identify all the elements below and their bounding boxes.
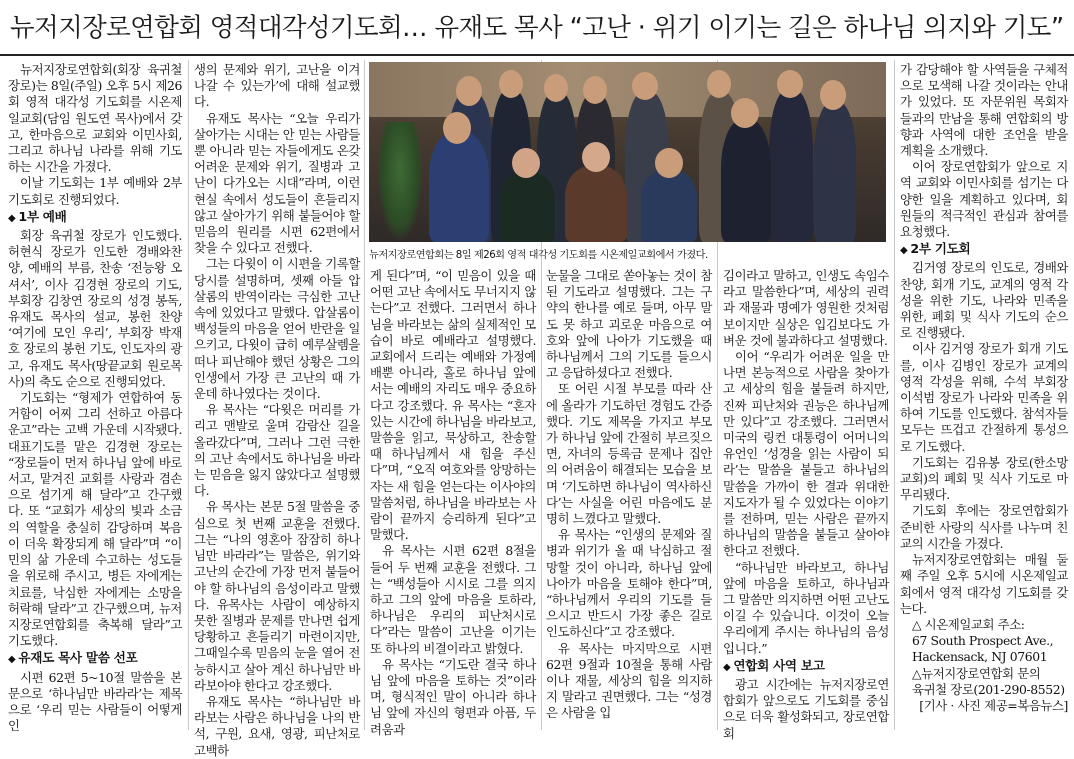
- column-3: [370, 268, 536, 737]
- paragraph: 광고 시간에는 뉴저지장로연합회가 앞으로도 기도회를 중심으로 더욱 활성화되고, 장로연합회: [723, 677, 889, 741]
- person-head: [583, 76, 607, 104]
- paragraph: 유재도 목사는 “하나님만 바라보는 사람은 하나님을 나의 반석, 구원, 요새, 영광, 피난처로 고백하: [194, 693, 360, 758]
- person-figure: [769, 90, 813, 242]
- paragraph: 이어 “우리가 어려운 일을 만나면 본능적으로 사람을 찾아가고 세상의 힘을 붙들려 하지만, 진짜 피난처와 권능은 하나님께만 있다”고 강조했다. 그러면서 미국의 링컨 대통령이 어머니의 유언인 ‘성경을 읽는 사람이 되라’는 말씀을 붙들고 하나님의 말씀을 가까이 한 결과 위대한 지도자가 될 수 있었다는 이야기를 전하며, 믿는 사람은 끝까지 하나님의 말씀을 붙들고 살아야 한다고 전했다.: [723, 349, 889, 559]
- group-photo: [369, 62, 886, 242]
- person-figure: [641, 170, 697, 242]
- paragraph: 기도회는 김유봉 장로(한소망교회)의 폐회 및 식사 기도로 마무리됐다.: [900, 454, 1068, 503]
- person-figure: [814, 102, 856, 242]
- paragraph: 유 목사는 본문 5절 말씀을 중심으로 첫 번째 교훈을 전했다. 그는 “나의 영혼아 잠잠히 하나님만 바라라”는 말씀은, 위기와 고난의 순간에 가장 먼저 붙들어야 할 하나님의 음성이라고 말했다. 유목사는 사람이 예상하지 못한 질병과 문제를 만나면 쉽게 당황하고 흔들리기 마련이지만, 그때일수록 믿음의 눈을 열어 전능하시고 살아 계신 하나님만 바라보아야 한다고 강조했다.: [194, 499, 360, 693]
- diamond-icon: ◆: [8, 654, 16, 666]
- photo-plant: [377, 122, 423, 242]
- paragraph: 게 된다”며, “이 믿음이 있을 때 어떤 고난 속에서도 무너지지 않는다”고 전했다. 그러면서 하나님을 바라보는 삶의 실제적인 모습이 바로 예배라고 설명했다. 교회에서 드리는 예배와 가정예배뿐 아니라, 홀로 하나님 앞에 서는 예배의 자리도 매우 중요하다고 강조했다. 유 목사는 “혼자 있는 시간에 하나님을 바라보고, 말씀을 읽고, 묵상하고, 찬송할 때 하나님께서 새 힘을 주신다”며, “오직 여호와를 앙망하는 자는 새 힘을 얻는다는 이사야의 말씀처럼, 하나님을 바라보는 사람이 끝까지 승리하게 된다”고 말했다.: [370, 268, 536, 543]
- column-1: [8, 62, 182, 732]
- paragraph: “하나님만 바라보고, 하나님 앞에 마음을 토하고, 하나님과 그 말씀만 의지하면 어떤 고난도 이길 수 있습니다. 이것이 오늘 우리에게 주시는 하나님의 음성입니다.”: [723, 559, 889, 656]
- paragraph: 눈물을 그대로 쏟아놓는 것이 참된 기도라고 설명했다. 그는 구약의 한나를 예로 들며, 아무 말도 못 하고 괴로운 마음으로 여호와 앞에 나아가 기도했을 때 하나님께서 그의 기도를 들으시고 응답하셨다고 전했다.: [546, 268, 712, 381]
- photo-caption: 뉴저지장로연합회는 8일 제26회 영적 대각성 기도회를 시온제일교회에서 가졌다.: [369, 250, 708, 261]
- diamond-icon: ◆: [723, 661, 731, 673]
- column-2: [194, 62, 360, 758]
- contact-line: △뉴저지장로연합회 문의: [912, 665, 1041, 681]
- person-head: [655, 148, 683, 178]
- paragraph: 유 목사는 시편 62편 8절을 들어 두 번째 교훈을 전했다. 그는 “백성들아 시시로 그를 의지하고 그의 앞에 마음을 토하라, 하나님은 우리의 피난처시로다”라는 말씀이 고난을 이기는 또 하나의 비결이라고 밝혔다.: [370, 543, 536, 656]
- headline: 뉴저지장로연합회 영적대각성기도회… 유재도 목사 “고난 · 위기 이기는 길은 하나님 의지와 기도”: [10, 13, 1064, 43]
- person-head: [632, 72, 658, 100]
- article-credit: [기사 · 사진 제공=복음뉴스]: [919, 697, 1068, 713]
- paragraph: 유재도 목사는 “오늘 우리가 살아가는 시대는 안 믿는 사람들뿐 아니라 믿는 자들에게도 온갖 어려운 문제와 위기, 질병과 고난이 다가오는 시대”라며, 이런 현실 속에서 성도들이 흔들리지 않고 살아가기 위해 붙들어야 할 믿음의 원리를 시편 62편에서 찾을 수 있다고 전했다.: [194, 110, 360, 256]
- person-head: [512, 148, 540, 178]
- paragraph: 이사 김거영 장로가 회개 기도를, 이사 김병인 장로가 교계의 영적 각성을 위해, 수석 부회장 이석범 장로가 나라와 민족을 위하여 기도를 인도했다. 참석자들 모두는 뜨겁고 간절하게 통성으로 기도했다.: [900, 341, 1068, 454]
- photo-background-wall: [369, 62, 886, 117]
- paragraph: 기도회는 “형제가 연합하여 동거함이 어찌 그리 선하고 아름다운고”라는 고백 가운데 시작됐다. 대표기도를 맡은 김경현 장로는 “장로들이 먼저 하나님 앞에 바로 서고, 맡겨진 교회를 사랑과 겸손으로 섬기게 해 달라”고 간구했다. 또 “교회가 세상의 빛과 소금의 역할을 충실히 감당하며 복음이 더욱 확장되게 해 달라”며 “이민의 삶 가운데 수고하는 성도들을 위로해 주시고, 병든 자에게는 치료를, 낙심한 자에게는 소망을 허락해 달라”고 간구했으며, 뉴저지장로연합회를 축복해 달라”고 기도했다.: [8, 390, 182, 649]
- paragraph: 생의 문제와 위기, 고난을 이겨 나갈 수 있는가’에 대해 설교했다.: [194, 62, 360, 110]
- paragraph: 그는 다윗이 이 시편을 기록할 당시를 설명하며, 셋째 아들 압살롬의 반역이라는 극심한 고난 속에 있었다고 말했다. 압살롬이 백성들의 마음을 얻어 반란을 일으키고, 다윗이 급히 예루살렘을 떠나 피난해야 했던 상황은 그의 인생에서 가장 큰 고난의 때 가운데 하나였다는 것이다.: [194, 256, 360, 402]
- address-line: Hackensack, NJ 07601: [912, 649, 1048, 665]
- paragraph: 유 목사는 “다윗은 머리를 가리고 맨발로 울며 감람산 길을 올라갔다”며, 그러나 그런 극한의 고난 속에서도 하나님을 바라는 믿음을 잃지 않았다고 설명했다.: [194, 402, 360, 499]
- paragraph: 또 어린 시절 부모를 따라 산에 올라가 기도하던 경험도 간증했다. 기도 제목을 가지고 부모가 하나님 앞에 간절히 부르짖으면, 자녀의 등록금 문제나 집안의 어려움이 해결되는 모습을 보며 ‘기도하면 하나님이 역사하신다’는 사실을 어린 마음에도 분명히 느꼈다고 말했다.: [546, 381, 712, 527]
- column-divider: [188, 60, 189, 730]
- person-head: [707, 70, 731, 98]
- section-heading: ◆ 1부 예배: [8, 208, 67, 224]
- person-head: [731, 98, 759, 128]
- person-head: [544, 74, 568, 102]
- section-heading: ◆ 연합회 사역 보고: [723, 657, 825, 673]
- contact-line: 육귀철 장로(201-290-8552): [912, 681, 1065, 697]
- column-divider: [364, 60, 365, 730]
- paragraph: 이어 장로연합회가 앞으로 지역 교회와 이민사회를 섬기는 다양한 일을 계획하고 있다며, 회원들의 적극적인 관심과 참여를 요청했다.: [900, 159, 1068, 240]
- person-head: [820, 80, 846, 110]
- paragraph: 유 목사는 “기도란 결국 하나님 앞에 마음을 토하는 것”이라며, 형식적인 말이 아니라 하나님 앞에 자신의 형편과 아픔, 두려움과: [370, 656, 536, 737]
- column-6: [900, 62, 1068, 732]
- paragraph: 뉴저지장로연합회는 매월 둘째 주일 오후 5시에 시온제일교회에서 영적 대각성 기도회를 갖는다.: [900, 552, 1068, 616]
- diamond-icon: ◆: [8, 212, 16, 224]
- diamond-icon: ◆: [900, 245, 908, 257]
- paragraph: 뉴저지장로연합회(회장 육귀철 장로)는 8일(주일) 오후 5시 제26회 영적 대각성 기도회를 시온제일교회(담임 원도연 목사)에서 갖고, 한마음으로 교회와 이민사회, 그리고 하나님 나라를 위해 기도하는 시간을 가졌다.: [8, 62, 182, 175]
- column-4: [546, 268, 712, 732]
- paragraph: 김거영 장로의 인도로, 경배와 찬양, 회개 기도, 교계의 영적 각성을 위한 기도, 나라와 민족을 위한, 폐회 및 식사 기도의 순으로 진행됐다.: [900, 260, 1068, 341]
- person-figure: [721, 120, 771, 242]
- paragraph: 유 목사는 마지막으로 시편 62편 9절과 10절을 통해 사람이나 재물, 세상의 힘을 의지하지 말라고 권면했다. 그는 “성경은 사람을 입: [546, 640, 712, 721]
- column-divider: [894, 60, 895, 730]
- person-head: [443, 112, 471, 144]
- person-head: [777, 70, 803, 98]
- person-head: [499, 70, 523, 98]
- paragraph: 유 목사는 “인생의 문제와 질병과 위기가 올 때 낙심하고 절망할 것이 아니라, 하나님 앞에 나아가 마음을 토해야 한다”며, “하나님께서 우리의 기도를 들으시고 반드시 가장 좋은 길로 인도하신다”고 강조했다.: [546, 527, 712, 640]
- headline-rule: [0, 54, 1074, 56]
- paragraph: 기도회 후에는 장로연합회가 준비한 사랑의 식사를 나누며 친교의 시간을 가졌다.: [900, 503, 1068, 551]
- person-figure: [499, 172, 555, 242]
- person-head: [456, 76, 482, 106]
- person-head: [582, 142, 610, 172]
- address-line: 67 South Prospect Ave.,: [912, 633, 1054, 649]
- address-line: △ 시온제일교회 주소:: [912, 616, 1025, 632]
- column-5: [723, 268, 889, 741]
- paragraph: 이날 기도회는 1부 예배와 2부 기도회로 진행되었다.: [8, 175, 182, 207]
- section-heading: ◆ 유재도 목사 말씀 선포: [8, 650, 138, 666]
- paragraph: 가 감당해야 할 사역들을 구체적으로 모색해 나갈 것이라는 안내가 있었다. 또 자문위원 목회자들과의 만남을 통해 연합회의 방향과 사역에 대한 조언을 받을 계획을 소개했다.: [900, 62, 1068, 159]
- person-figure: [429, 132, 489, 242]
- paragraph: 시편 62편 5~10절 말씀을 본문으로 ‘하나님만 바라라’는 제목으로 ‘우리 믿는 사람들이 어떻게 인: [8, 669, 182, 734]
- person-figure: [565, 166, 627, 242]
- section-heading: ◆ 2부 기도회: [900, 241, 971, 257]
- paragraph: 회장 육귀철 장로가 인도했다. 허현식 장로가 인도한 경배와찬양, 예배의 부름, 찬송 ‘전능왕 오셔서’, 이사 김경현 장로의 기도, 부회장 김창연 장로의 성경 봉독, 유재도 목사의 설교, 봉헌 찬양 ‘여기에 모인 우리’, 부회장 박재호 장로의 봉헌 기도, 인도자의 광고, 유재도 목사(땅끝교회 원로목사)의 축도 순으로 진행되었다.: [8, 228, 182, 389]
- paragraph: 김이라고 말하고, 인생도 속임수라고 말씀한다”며, 세상의 권력과 재물과 명예가 영원한 것처럼 보이지만 실상은 입김보다도 가벼운 것에 불과하다고 설명했다.: [723, 268, 889, 348]
